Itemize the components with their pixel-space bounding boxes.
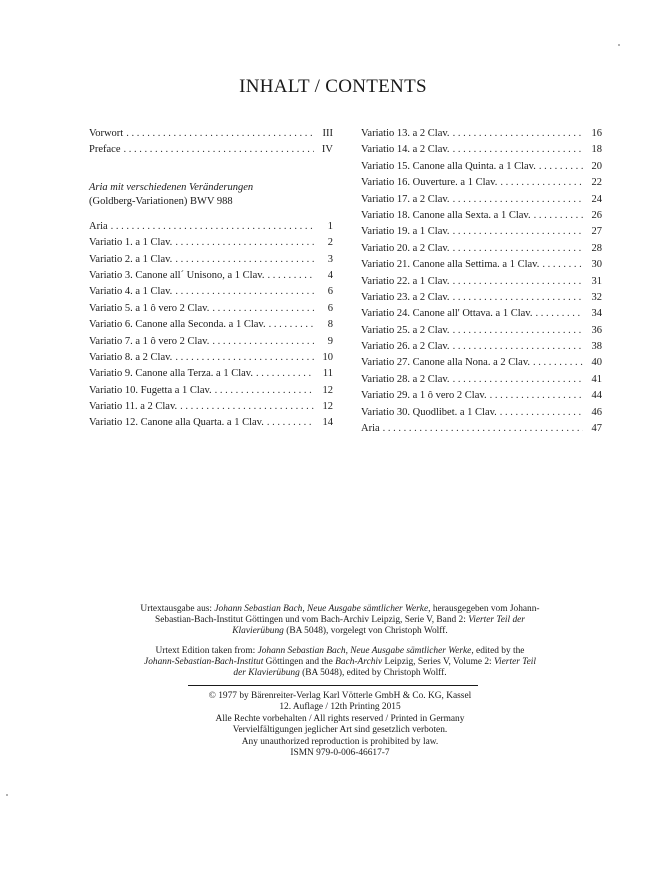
leader-dots (180, 399, 314, 415)
toc-entry-label: Variatio 22. a 1 Clav. (361, 275, 450, 287)
toc-entry-page: 20 (591, 160, 602, 172)
paper-speck (618, 44, 620, 46)
toc-entry (361, 323, 602, 339)
toc-entry (361, 421, 602, 437)
toc-entry (361, 339, 602, 355)
work-heading-title: Aria mit verschiedenen Veränderungen (89, 181, 254, 193)
source-note-text: Urtextausgabe aus: (140, 604, 215, 614)
leader-dots (453, 339, 583, 355)
work-heading-catalog: (Goldberg-Variationen) BWV 988 (89, 195, 233, 207)
source-note-german (140, 604, 540, 638)
spacer (89, 209, 333, 219)
toc-entry (89, 252, 333, 268)
toc-entry (361, 175, 602, 191)
toc-entry-page: 46 (591, 406, 602, 418)
toc-entry-label: Variatio 16. Ouverture. a 1 Clav. (361, 177, 498, 189)
toc-entry (89, 268, 333, 284)
leader-dots (453, 372, 583, 388)
leader-dots (542, 257, 583, 273)
toc-entry-label: Aria (361, 423, 380, 435)
toc-entry-page: 31 (591, 275, 602, 287)
source-note-italic: Johann-Sebastian-Bach-Institut (144, 657, 264, 668)
toc-entry-page: 41 (591, 373, 602, 385)
printing-line: 12. Auflage / 12th Printing 2015 (279, 702, 401, 713)
leader-dots (175, 235, 314, 251)
toc-entry-label: Variatio 21. Canone alla Settima. a 1 Clav. (361, 259, 540, 271)
toc-entry-page: 34 (591, 308, 602, 320)
leader-dots (111, 219, 314, 235)
source-note-italic: Bach-Archiv (335, 657, 383, 668)
toc-left-column (89, 126, 333, 432)
leader-dots (453, 142, 583, 158)
leader-dots (126, 126, 314, 142)
toc-entry-page: IV (321, 144, 333, 156)
leader-dots (123, 142, 314, 158)
leader-dots (500, 405, 583, 421)
leader-dots (453, 274, 583, 290)
toc-entry (89, 366, 333, 382)
toc-entry (89, 235, 333, 251)
toc-entry-page: 47 (591, 423, 602, 435)
leader-dots (539, 159, 583, 175)
toc-entry-label: Variatio 11. a 2 Clav. (89, 401, 178, 413)
source-note-italic: Vierter Teil der Klavierübung (233, 657, 536, 679)
source-note-text: (BA 5048), edited by Christoph Wolff. (299, 668, 447, 679)
toc-entry-label: Variatio 18. Canone alla Sexta. a 1 Clav. (361, 209, 531, 221)
toc-entry-label: Aria (89, 220, 108, 232)
leader-dots (269, 317, 314, 333)
toc-entry-page: 22 (591, 177, 602, 189)
spacer (89, 159, 333, 181)
leader-dots (453, 241, 583, 257)
leader-dots (175, 284, 314, 300)
toc-entry-page: 36 (591, 324, 602, 336)
toc-entry-page: 9 (327, 335, 333, 347)
toc-entry-page: 12 (322, 401, 333, 413)
copyright-line: © 1977 by Bärenreiter-Verlag Karl Vötterle GmbH & Co. KG, Kassel (208, 691, 472, 701)
divider-rule (188, 685, 478, 686)
toc-right-column (361, 126, 602, 437)
toc-entry-page: 11 (322, 368, 333, 380)
toc-entry-label: Variatio 25. a 2 Clav. (361, 324, 450, 336)
leader-dots (453, 290, 583, 306)
toc-entry (89, 142, 333, 158)
source-note-text: Göttingen and the (263, 657, 336, 668)
toc-entry (361, 159, 602, 175)
toc-entry-page: 1 (327, 220, 333, 232)
toc-entry-label: Variatio 29. a 1 ô vero 2 Clav. (361, 390, 487, 402)
toc-entry-page: III (322, 128, 333, 139)
toc-entry (361, 372, 602, 388)
copyright-block (190, 691, 490, 759)
leader-dots (453, 224, 583, 240)
toc-entry-label: Variatio 8. a 2 Clav. (89, 351, 173, 363)
toc-entry (361, 355, 602, 371)
toc-entry-page: 28 (591, 242, 602, 254)
toc-entry-page: 32 (591, 291, 602, 303)
toc-entry (89, 383, 333, 399)
leader-dots (536, 306, 584, 322)
toc-entry-label: Variatio 9. Canone alla Terza. a 1 Clav. (89, 368, 253, 380)
toc-entry (361, 306, 602, 322)
toc-entry-page: 26 (591, 209, 602, 221)
toc-entry (89, 334, 333, 350)
toc-entry-page: 2 (327, 237, 333, 249)
ismn-line: ISMN 979-0-006-46617-7 (290, 748, 390, 759)
toc-entry (361, 224, 602, 240)
source-note-text: , edited by the (471, 646, 525, 656)
toc-entry (361, 290, 602, 306)
leader-dots (383, 421, 583, 437)
source-note-text: (BA 5048), vorgelegt von Christoph Wolff. (283, 626, 448, 637)
toc-entry-label: Variatio 15. Canone alla Quinta. a 1 Clav. (361, 160, 536, 172)
leader-dots (500, 175, 583, 191)
rights-line: Alle Rechte vorbehalten / All rights reserved / Printed in Germany (215, 713, 465, 724)
source-note-italic: Johann Sebastian Bach, Neue Ausgabe sämtlicher Werke (214, 604, 429, 614)
toc-entry-label: Preface (89, 144, 121, 156)
toc-entry-label: Variatio 1. a 1 Clav. (89, 237, 173, 249)
reproduction-de-line: Vervielfältigungen jeglicher Art sind gesetzlich verboten. (232, 725, 448, 736)
leader-dots (267, 415, 314, 431)
toc-entry-label: Variatio 3. Canone all´ Unisono, a 1 Clav. (89, 269, 265, 281)
toc-entry (361, 388, 602, 404)
toc-entry (89, 284, 333, 300)
toc-entry-label: Variatio 14. a 2 Clav. (361, 144, 450, 156)
source-note-italic: Vierter Teil der Klavierübung (232, 615, 525, 637)
toc-entry-label: Variatio 26. a 2 Clav. (361, 341, 450, 353)
toc-entry (361, 405, 602, 421)
toc-entry-label: Variatio 5. a 1 ô vero 2 Clav. (89, 302, 210, 314)
toc-entry-page: 12 (322, 384, 333, 396)
toc-entry-page: 44 (591, 390, 602, 402)
leader-dots (534, 208, 583, 224)
leader-dots (453, 192, 583, 208)
page-title: INHALT / CONTENTS (239, 76, 427, 97)
reproduction-en-line: Any unauthorized reproduction is prohibited by law. (241, 736, 439, 747)
toc-entry-page: 38 (591, 341, 602, 353)
toc-entry (89, 350, 333, 366)
paper-speck (6, 794, 8, 796)
toc-entry-label: Variatio 2. a 1 Clav. (89, 253, 173, 265)
source-note-text: Leipzig, Series V, Volume 2: (382, 657, 495, 668)
toc-entry (89, 219, 333, 235)
toc-list-left (89, 219, 333, 432)
source-note-italic: Johann Sebastian Bach, Neue Ausgabe sämtlicher Werke (257, 646, 472, 656)
toc-entry (361, 274, 602, 290)
toc-entry (361, 257, 602, 273)
toc-entry (89, 399, 333, 415)
toc-entry (89, 301, 333, 317)
toc-entry (361, 142, 602, 158)
toc-entry-label: Variatio 19. a 1 Clav. (361, 226, 450, 238)
leader-dots (175, 350, 314, 366)
toc-entry-label: Variatio 23. a 2 Clav. (361, 291, 450, 303)
toc-entry-page: 10 (322, 351, 333, 363)
leader-dots (256, 366, 314, 382)
toc-entry-page: 16 (591, 128, 602, 139)
source-note-text: , herausgegeben vom Johann-Sebastian-Bach-Institut Göttingen und vom Bach-Archiv Leipzig, Serie V, Band 2: (155, 604, 540, 626)
toc-entry-label: Variatio 20. a 2 Clav. (361, 242, 450, 254)
toc-entry (361, 126, 602, 142)
toc-entry-page: 40 (591, 357, 602, 369)
toc-entry-label: Variatio 24. Canone all' Ottava. a 1 Clav. (361, 308, 533, 320)
toc-entry (361, 241, 602, 257)
toc-entry-page: 3 (327, 253, 333, 265)
toc-entry-label: Variatio 13. a 2 Clav. (361, 128, 450, 139)
toc-entry-label: Variatio 4. a 1 Clav. (89, 286, 173, 298)
toc-list-right (361, 126, 602, 437)
toc-entry-label: Variatio 27. Canone alla Nona. a 2 Clav. (361, 357, 531, 369)
leader-dots (490, 388, 583, 404)
work-heading (89, 181, 333, 209)
leader-dots (212, 301, 314, 317)
leader-dots (212, 334, 314, 350)
source-note-english (140, 646, 540, 680)
leader-dots (267, 268, 314, 284)
toc-entry-label: Variatio 6. Canone alla Seconda. a 1 Clav. (89, 319, 266, 331)
toc-entry-page: 14 (322, 417, 333, 429)
toc-entry-page: 6 (327, 302, 333, 314)
leader-dots (215, 383, 314, 399)
source-note-text: Urtext Edition taken from: (155, 646, 258, 656)
toc-entry-label: Variatio 12. Canone alla Quarta. a 1 Clav. (89, 417, 264, 429)
toc-entry (89, 126, 333, 142)
toc-entry-page: 24 (591, 193, 602, 205)
toc-entry-label: Variatio 17. a 2 Clav. (361, 193, 450, 205)
leader-dots (453, 323, 583, 339)
toc-entry (89, 415, 333, 431)
toc-entry (361, 192, 602, 208)
leader-dots (175, 252, 314, 268)
toc-entry-page: 30 (591, 259, 602, 271)
toc-entry-label: Variatio 10. Fugetta a 1 Clav. (89, 384, 212, 396)
leader-dots (453, 126, 583, 142)
toc-entry-label: Variatio 30. Quodlibet. a 1 Clav. (361, 406, 497, 418)
toc-entry-page: 8 (327, 319, 333, 331)
toc-entry-page: 27 (591, 226, 602, 238)
toc-entry-label: Variatio 28. a 2 Clav. (361, 373, 450, 385)
toc-entry-page: 18 (591, 144, 602, 156)
toc-entry (89, 317, 333, 333)
leader-dots (533, 355, 583, 371)
toc-entry-page: 6 (327, 286, 333, 298)
toc-entry-label: Vorwort (89, 128, 124, 139)
toc-entry-page: 4 (327, 269, 333, 281)
toc-entry-label: Variatio 7. a 1 ô vero 2 Clav. (89, 335, 210, 347)
toc-entry (361, 208, 602, 224)
